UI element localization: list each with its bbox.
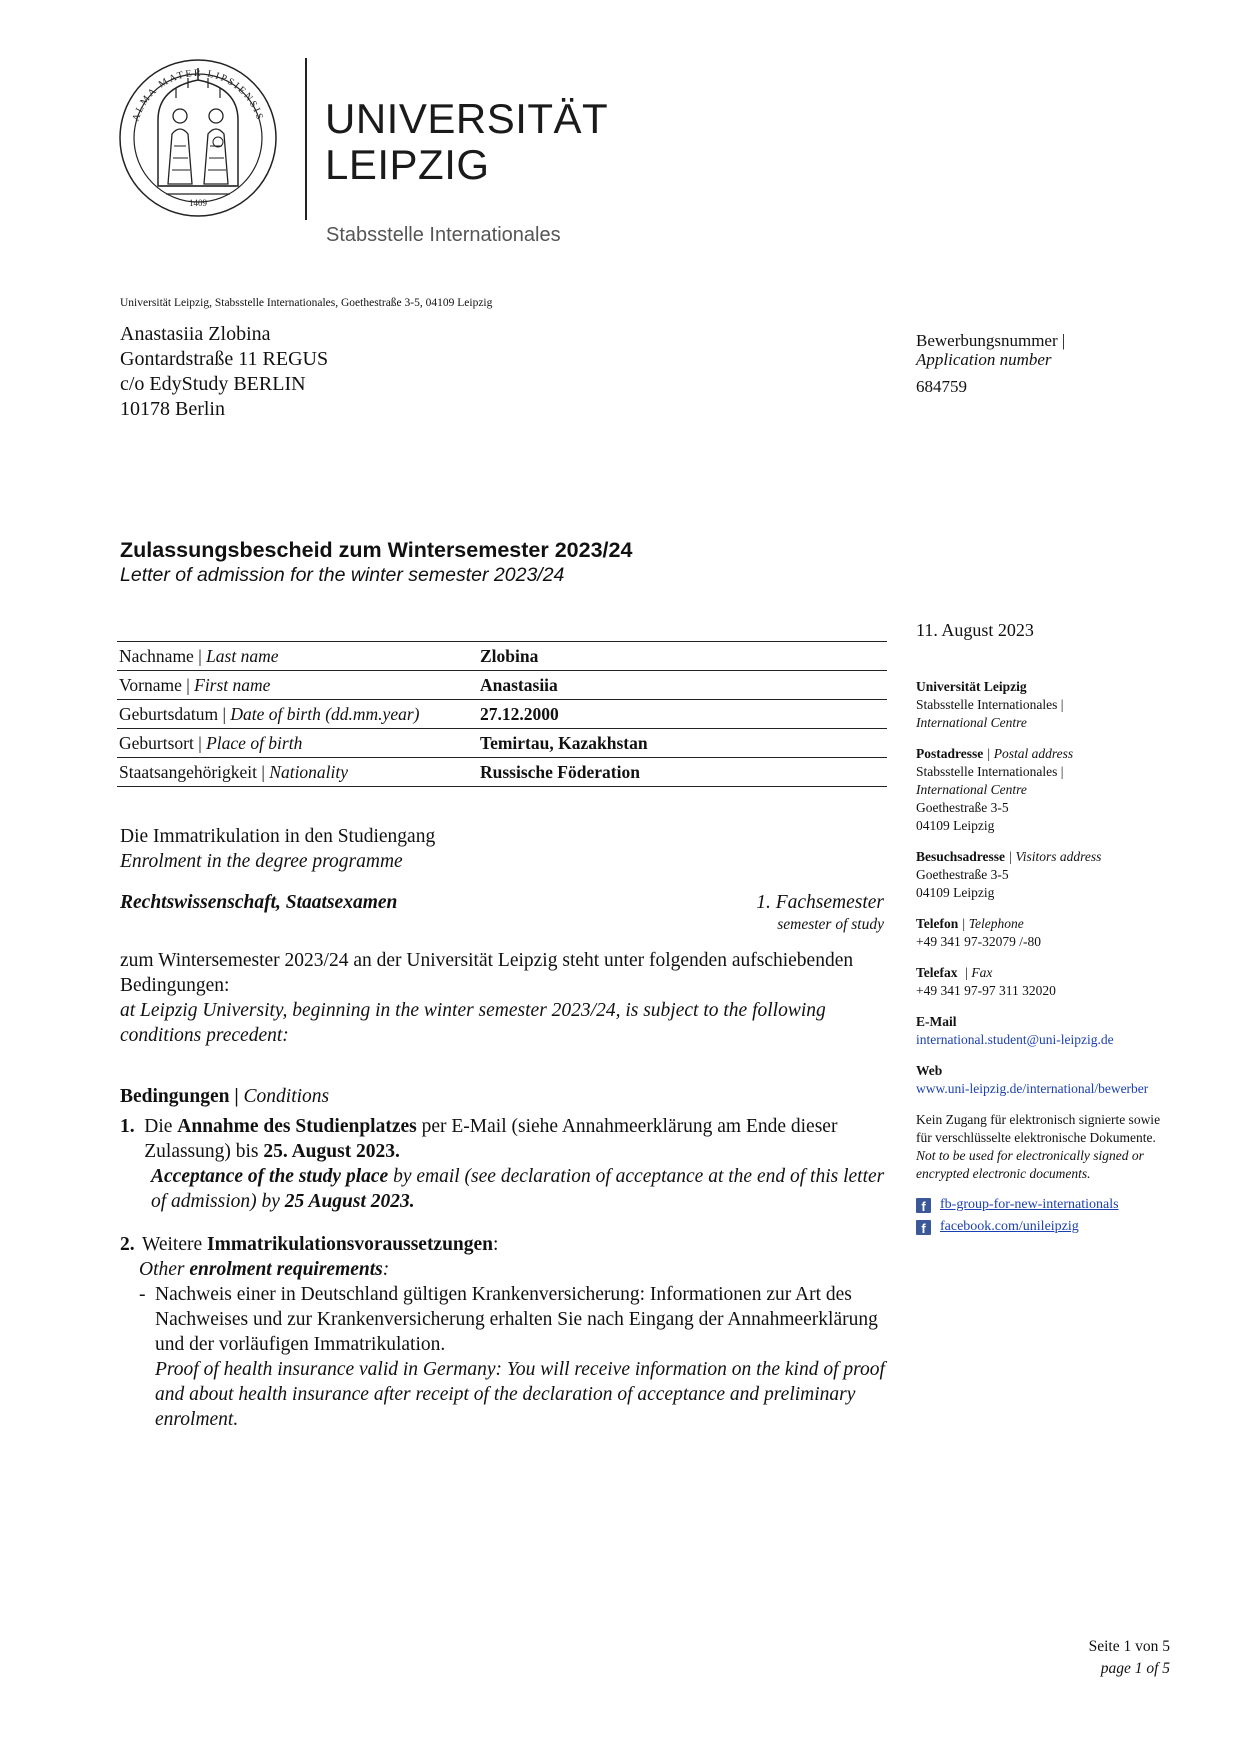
application-number: 684759 — [916, 377, 967, 396]
return-address: Universität Leipzig, Stabsstelle Internationales, Goethestraße 3-5, 04109 Leipzig — [120, 297, 493, 309]
conditions-heading: Bedingungen | Conditions — [120, 1086, 330, 1107]
department-name: Stabsstelle Internationales — [326, 224, 561, 246]
recipient-name: Anastasiia Zlobina — [120, 323, 271, 345]
row-label: Staatsangehörigkeit | — [119, 761, 270, 782]
row-label-en: Nationality — [269, 761, 349, 782]
conditions-paragraph: zum Wintersemester 2023/24 an der Universität Leipzig steht unter folgenden aufschiebenden Bedingungen: at Leipzig University, beginning in the winter semester 2023/24, is subject to the following conditions precedent: — [120, 950, 854, 1046]
visitors-address-block: Besuchsadresse | Visitors address Goethestraße 3-5 04109 Leipzig — [916, 849, 1102, 900]
personal-data-table — [117, 641, 887, 787]
postal-address-block: Postadresse | Postal address Stabsstelle Internationales | International Centre Goethestraße 3-5 04109 Leipzig — [916, 746, 1074, 833]
row-value: Anastasiia — [478, 671, 887, 700]
list-item: - Nachweis einer in Deutschland gültigen Krankenversicherung: Informationen zur Art des Nachweises und zur Krankenversicherung erhalten Sie nach Eingang der Annahmeerklärung und der vorläufigen Immatrikulation. Proof of health insurance valid in Germany: You will receive information on the kind of proof and about health insurance after receipt of the declaration of acceptance and preliminary enrolment. — [139, 1284, 885, 1430]
letter-date: 11. August 2023 — [916, 620, 1034, 640]
website-link[interactable]: www.uni-leipzig.de/international/bewerber — [916, 1081, 1149, 1096]
electronic-notice: Kein Zugang für elektronisch signierte sowie für verschlüsselte elektronische Dokumente. Not to be used for electronically signed or encrypted electronic documents. — [916, 1112, 1161, 1181]
table-row — [117, 700, 887, 729]
row-label: Nachname | — [119, 645, 207, 666]
page-number: Seite 1 von 5 page 1 of 5 — [1088, 1638, 1170, 1677]
university-name: UNIVERSITÄT LEIPZIG — [325, 95, 609, 188]
header-divider — [305, 58, 307, 220]
org-block: Universität Leipzig Stabsstelle Internationales | International Centre — [916, 679, 1064, 730]
letter-subtitle: Letter of admission for the winter semester 2023/24 — [120, 564, 565, 586]
enrolment-intro: Die Immatrikulation in den Studiengang Enrolment in the degree programme — [120, 826, 436, 872]
degree-programme: Rechtswissenschaft, Staatsexamen — [120, 892, 398, 913]
row-label: Geburtsdatum | — [119, 703, 231, 724]
row-value: Zlobina — [478, 642, 887, 671]
web-block: Web www.uni-leipzig.de/international/bewerber — [916, 1062, 1196, 1098]
semester-of-study: 1. Fachsemester semester of study — [756, 892, 884, 933]
email-link[interactable]: international.student@uni-leipzig.de — [916, 1032, 1114, 1047]
row-label-en: First name — [194, 674, 271, 695]
facebook-icon: f — [916, 1220, 931, 1235]
seal-text: ALMA MATER LIPSIENSIS — [130, 67, 266, 123]
fax-block: Telefax | Fax +49 341 97-97 311 32020 — [916, 965, 1056, 998]
row-label-en: Place of birth — [206, 732, 303, 753]
table-row — [117, 671, 887, 700]
application-number-label: Bewerbungsnummer | — [916, 331, 1066, 350]
seal-year: 1409 — [189, 198, 207, 208]
telephone-block: Telefon | Telephone +49 341 97-32079 /-80 — [916, 916, 1041, 949]
recipient-address — [120, 322, 328, 422]
application-number-block — [916, 331, 1065, 396]
row-label-en: Date of birth (dd.mm.year) — [230, 703, 420, 724]
facebook-group-link[interactable]: f fb-group-for-new-internationals — [916, 1196, 1196, 1214]
facebook-page-link[interactable]: f facebook.com/unileipzig — [916, 1218, 1196, 1236]
row-value: Russische Föderation — [478, 758, 887, 787]
recipient-co: c/o EdyStudy BERLIN — [120, 373, 306, 395]
condition-1: 1. Die Annahme des Studienplatzes per E-Mail (siehe Annahmeerklärung am Ende dieser Zulassung) bis 25. August 2023. Acceptance of the study place by email (see declaration of acceptance at the end of this letter of admission) by 25 August 2023. — [120, 1116, 885, 1212]
condition-2: 2. Weitere Immatrikulationsvoraussetzungen: Other enrolment requirements: - Nachweis einer in Deutschland gültigen Krankenversicherung: Informationen zur Art des Nachweises und zur Krankenversicherung erhalten Sie nach Eingang der Annahmeerklärung und der vorläufigen Immatrikulation. Proof of health insurance valid in Germany: You will receive information on the kind of proof and about health insurance after receipt of the declaration of acceptance and preliminary enrolment. — [120, 1232, 890, 1432]
table-row — [117, 758, 887, 787]
facebook-icon: f — [916, 1198, 931, 1213]
letter-title: Zulassungsbescheid zum Wintersemester 2023/24 — [120, 538, 633, 562]
email-block: E-Mail international.student@uni-leipzig.de — [916, 1013, 1196, 1049]
row-value: 27.12.2000 — [478, 700, 887, 729]
application-number-label-en: Application number — [916, 350, 1052, 369]
table-row — [117, 642, 887, 671]
row-value: Temirtau, Kazakhstan — [478, 729, 887, 758]
row-label: Vorname | — [119, 674, 195, 695]
row-label: Geburtsort | — [119, 732, 207, 753]
recipient-street: Gontardstraße 11 REGUS — [120, 348, 329, 370]
row-label-en: Last name — [206, 645, 279, 666]
contact-sidebar — [916, 678, 1196, 1240]
university-seal-logo — [118, 58, 278, 218]
table-row — [117, 729, 887, 758]
recipient-city: 10178 Berlin — [120, 398, 225, 420]
